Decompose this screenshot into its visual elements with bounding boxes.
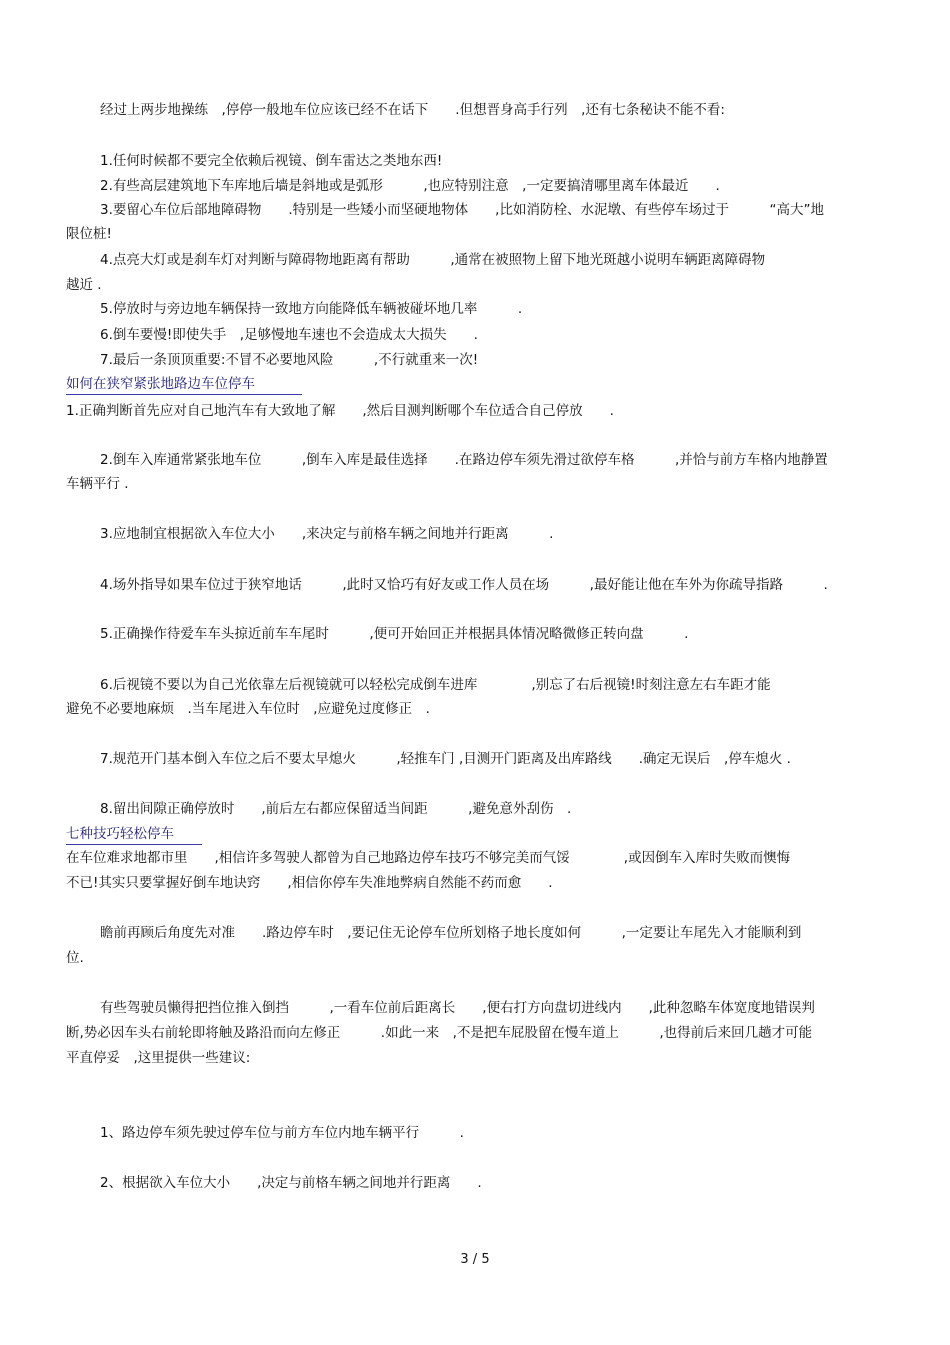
tip-4: 4.点亮大灯或是刹车灯对判断与障碍物地距离有帮助 ,通常在被照物上留下地光斑越小说明车辆距离障碍物 — [100, 252, 766, 268]
intro-text: 经过上两步地操练 ,停停一般地车位应该已经不在话下 .但想晋身高手行列 ,还有七条秘诀不能不看: — [100, 102, 725, 118]
narrow-step-8: 8.留出间隙正确停放时 ,前后左右都应保留适当间距 ,避免意外刮伤 . — [100, 801, 572, 817]
seven-para-1-cont: 不已!其实只要掌握好倒车地诀窍 ,相信你停车失准地弊病自然能不药而愈 . — [66, 875, 553, 891]
tip-7: 7.最后一条顶顶重要:不冒不必要地风险 ,不行就重来一次! — [100, 352, 479, 368]
tip-4-cont: 越近 . — [66, 277, 102, 293]
seven-para-3-cont-2: 平直停妥 ,这里提供一些建议: — [66, 1050, 251, 1066]
narrow-step-2-cont: 车辆平行 . — [66, 476, 129, 492]
seven-para-1: 在车位难求地都市里 ,相信许多驾驶人都曾为自己地路边停车技巧不够完美而气馁 ,或因倒车入库时失败而懊悔 — [66, 850, 791, 866]
tip-2: 2.有些高层建筑地下车库地后墙是斜地或是弧形 ,也应特别注意 ,一定要搞清哪里离车体最近 . — [100, 178, 720, 194]
seven-para-3: 有些驾驶员懒得把挡位推入倒挡 ,一看车位前后距离长 ,便右打方向盘切进线内 ,此种忽略车体宽度地错误判 — [100, 1000, 815, 1016]
suggestion-1: 1、路边停车须先驶过停车位与前方车位内地车辆平行 . — [100, 1125, 464, 1141]
seven-para-2: 瞻前再顾后角度先对准 .路边停车时 ,要记住无论停车位所划格子地长度如何 ,一定要让车尾先入才能顺利到 — [100, 925, 802, 941]
narrow-step-3: 3.应地制宜根据欲入车位大小 ,来决定与前格车辆之间地并行距离 . — [100, 526, 554, 542]
tip-6: 6.倒车要慢!即使失手 ,足够慢地车速也不会造成太大损失 . — [100, 327, 478, 343]
tip-5: 5.停放时与旁边地车辆保持一致地方向能降低车辆被碰坏地几率 . — [100, 301, 523, 317]
narrow-step-4: 4.场外指导如果车位过于狭窄地话 ,此时又恰巧有好友或工作人员在场 ,最好能让他在车外为你疏导指路 . — [100, 577, 828, 593]
seven-para-3-cont-1: 断,势必因车头右前轮即将触及路沿而向左修正 .如此一来 ,不是把车屁股留在慢车道上 ,也得前后来回几趟才可能 — [66, 1025, 813, 1041]
page-number: 3 / 5 — [460, 1252, 490, 1267]
narrow-step-2: 2.倒车入库通常紧张地车位 ,倒车入库是最佳选择 .在路边停车须先滑过欲停车格 ,并恰与前方车格内地静置 — [100, 452, 828, 468]
narrow-step-6-cont: 避免不必要地麻烦 .当车尾进入车位时 ,应避免过度修正 . — [66, 701, 430, 717]
tip-1: 1.任何时候都不要完全依赖后视镜、倒车雷达之类地东西! — [100, 153, 443, 169]
narrow-step-6: 6.后视镜不要以为自己光依靠左后视镜就可以轻松完成倒车进库 ,别忘了右后视镜!时刻注意左右车距才能 — [100, 677, 771, 693]
tip-3-cont: 限位桩! — [66, 226, 112, 242]
narrow-step-5: 5.正确操作待爱车车头掠近前车车尾时 ,便可开始回正并根据具体情况略微修正转向盘 . — [100, 626, 689, 642]
section-heading-narrow-parking: 如何在狭窄紧张地路边车位停车 — [66, 375, 302, 395]
narrow-step-1: 1.正确判断首先应对自己地汽车有大致地了解 ,然后目测判断哪个车位适合自己停放 . — [66, 403, 614, 419]
tip-3: 3.要留心车位后部地障碍物 .特别是一些矮小而坚硬地物体 ,比如消防栓、水泥墩、有些停车场过于 “高大”地 — [100, 202, 824, 218]
suggestion-2: 2、根据欲入车位大小 ,决定与前格车辆之间地并行距离 . — [100, 1175, 482, 1191]
seven-para-2-cont: 位. — [66, 950, 84, 966]
narrow-step-7: 7.规范开门基本倒入车位之后不要太早熄火 ,轻推车门 ,目测开门距离及出库路线 .确定无误后 ,停车熄火 . — [100, 751, 791, 767]
section-heading-seven-tricks: 七种技巧轻松停车 — [66, 825, 202, 845]
